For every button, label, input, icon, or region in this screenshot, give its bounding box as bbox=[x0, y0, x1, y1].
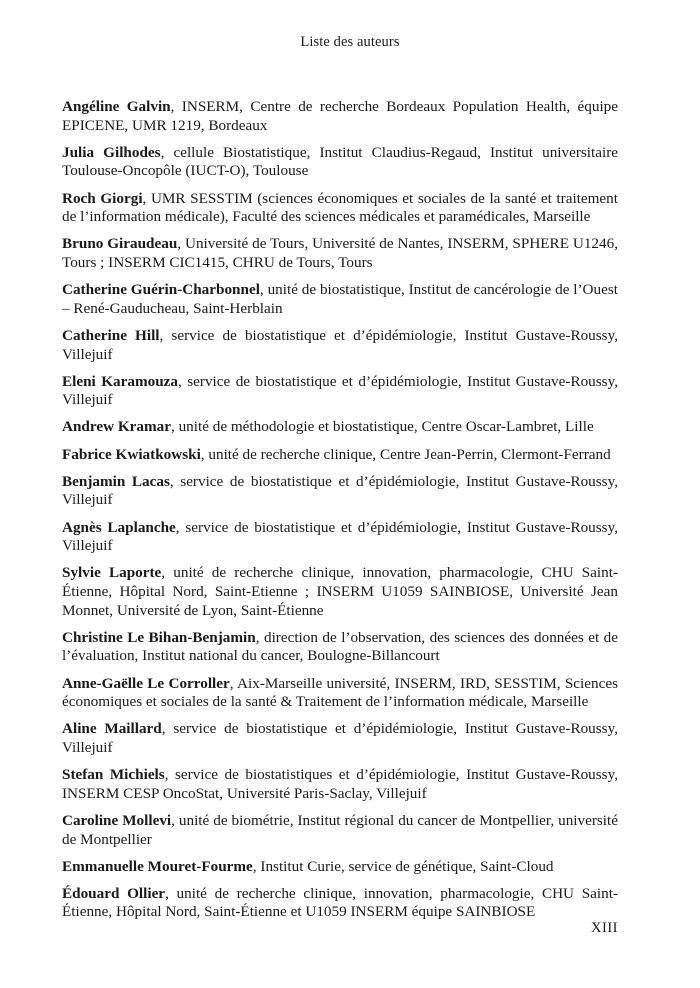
author-affiliation: , service de biostatistiques et d’épidémiologie, Institut Gustave-Roussy, INSERM CESP OncoStat, Université Paris-Saclay, Villejuif bbox=[62, 766, 618, 802]
author-affiliation: , unité de biostatistique, Institut de cancérologie de l’Ouest – René-Gauducheau, Saint-Herblain bbox=[62, 281, 618, 317]
author-affiliation: , service de biostatistique et d’épidémiologie, Institut Gustave-Roussy, Villejuif bbox=[62, 372, 618, 409]
author-affiliation: , Aix-Marseille université, INSERM, IRD, SESSTIM, Sciences économiques et sociales de la santé & Traitement de l’information médicale, Marseille bbox=[62, 674, 618, 711]
author-affiliation: , direction de l’observation, des sciences des données et de l’évaluation, Institut national du cancer, Boulogne-Billancourt bbox=[62, 628, 618, 665]
author-entry bbox=[62, 144, 618, 181]
author-affiliation: , cellule Biostatistique, Institut Claudius-Regaud, Institut universitaire Toulouse-Oncopôle (IUCT-O), Toulouse bbox=[62, 143, 619, 180]
author-affiliation: , Institut Curie, service de génétique, Saint-Cloud bbox=[252, 857, 554, 875]
author-affiliation: , INSERM, Centre de recherche Bordeaux Population Health, équipe EPICENE, UMR 1219, Bordeaux bbox=[62, 98, 618, 134]
author-affiliation: , service de biostatistique et d’épidémiologie, Institut Gustave-Roussy, Villejuif bbox=[62, 518, 618, 555]
author-entry bbox=[62, 190, 618, 227]
author-list bbox=[62, 98, 618, 931]
running-head: Liste des auteurs bbox=[300, 34, 400, 50]
author-entry bbox=[62, 766, 618, 803]
author-name: Aline Maillard bbox=[62, 720, 162, 738]
author-name: Andrew Kramar bbox=[62, 418, 171, 436]
author-affiliation: , UMR SESSTIM (sciences économiques et sociales de la santé et traitement de l’information médicale), Faculté des sciences médicales et paramédicales, Marseille bbox=[62, 189, 618, 226]
author-entry bbox=[62, 327, 618, 364]
author-entry bbox=[62, 446, 618, 465]
author-name: Fabrice Kwiatkowski bbox=[62, 445, 201, 463]
author-entry bbox=[62, 720, 618, 757]
author-name: Julia Gilhodes bbox=[62, 143, 161, 161]
author-affiliation: , service de biostatistique et d’épidémiologie, Institut Gustave-Roussy, Villejuif bbox=[62, 720, 619, 756]
author-entry bbox=[62, 675, 618, 712]
author-name: Stefan Michiels bbox=[62, 766, 165, 784]
author-name: Benjamin Lacas bbox=[62, 472, 170, 490]
author-name: Eleni Karamouza bbox=[62, 372, 178, 390]
author-name: Sylvie Laporte bbox=[62, 564, 162, 582]
author-entry bbox=[62, 373, 618, 410]
author-entry bbox=[62, 281, 618, 318]
author-affiliation: , service de biostatistique et d’épidémiologie, Institut Gustave-Roussy, Villejuif bbox=[62, 472, 618, 509]
author-entry bbox=[62, 235, 618, 272]
author-name: Caroline Mollevi bbox=[62, 811, 172, 829]
author-affiliation: , unité de recherche clinique, innovation, pharmacologie, CHU Saint-Étienne, Hôpital Nord, Saint-Etienne ; INSERM U1059 SAINBIOSE, Université Jean Monnet, Université de Lyon, Saint-Étienne bbox=[62, 564, 618, 619]
author-entry bbox=[62, 812, 618, 849]
author-affiliation: , unité de recherche clinique, innovation, pharmacologie, CHU Saint-Étienne, Hôpital Nord, Saint-Étienne et U1059 INSERM équipe SAINBIOSE bbox=[62, 884, 618, 921]
page-number: XIII bbox=[591, 920, 618, 936]
author-name: Bruno Giraudeau bbox=[62, 235, 178, 253]
author-entry bbox=[62, 418, 618, 437]
author-entry bbox=[62, 519, 618, 556]
author-entry bbox=[62, 629, 618, 666]
author-affiliation: , Université de Tours, Université de Nantes, INSERM, SPHERE U1246, Tours ; INSERM CIC1415, CHRU de Tours, Tours bbox=[62, 235, 618, 271]
author-entry bbox=[62, 858, 618, 877]
author-name: Christine Le Bihan-Benjamin bbox=[62, 628, 256, 646]
author-name: Roch Giorgi bbox=[62, 189, 143, 207]
author-name: Angéline Galvin bbox=[62, 98, 171, 115]
author-entry bbox=[62, 98, 618, 135]
author-entry bbox=[62, 885, 618, 922]
author-affiliation: , unité de méthodologie et biostatistique, Centre Oscar-Lambret, Lille bbox=[170, 418, 594, 436]
author-name: Agnès Laplanche bbox=[62, 518, 176, 536]
author-entry bbox=[62, 473, 618, 510]
author-name: Anne-Gaëlle Le Corroller bbox=[62, 674, 230, 692]
author-affiliation: , service de biostatistique et d’épidémiologie, Institut Gustave-Roussy, Villejuif bbox=[62, 326, 618, 363]
author-affiliation: , unité de biométrie, Institut régional du cancer de Montpellier, université de Montpellier bbox=[62, 811, 618, 848]
author-name: Édouard Ollier bbox=[62, 884, 166, 902]
author-affiliation: , unité de recherche clinique, Centre Jean-Perrin, Clermont-Ferrand bbox=[200, 445, 611, 463]
author-entry bbox=[62, 564, 618, 620]
author-name: Catherine Guérin-Charbonnel bbox=[62, 281, 260, 299]
author-name: Emmanuelle Mouret-Fourme bbox=[62, 857, 253, 875]
author-name: Catherine Hill bbox=[62, 326, 160, 344]
